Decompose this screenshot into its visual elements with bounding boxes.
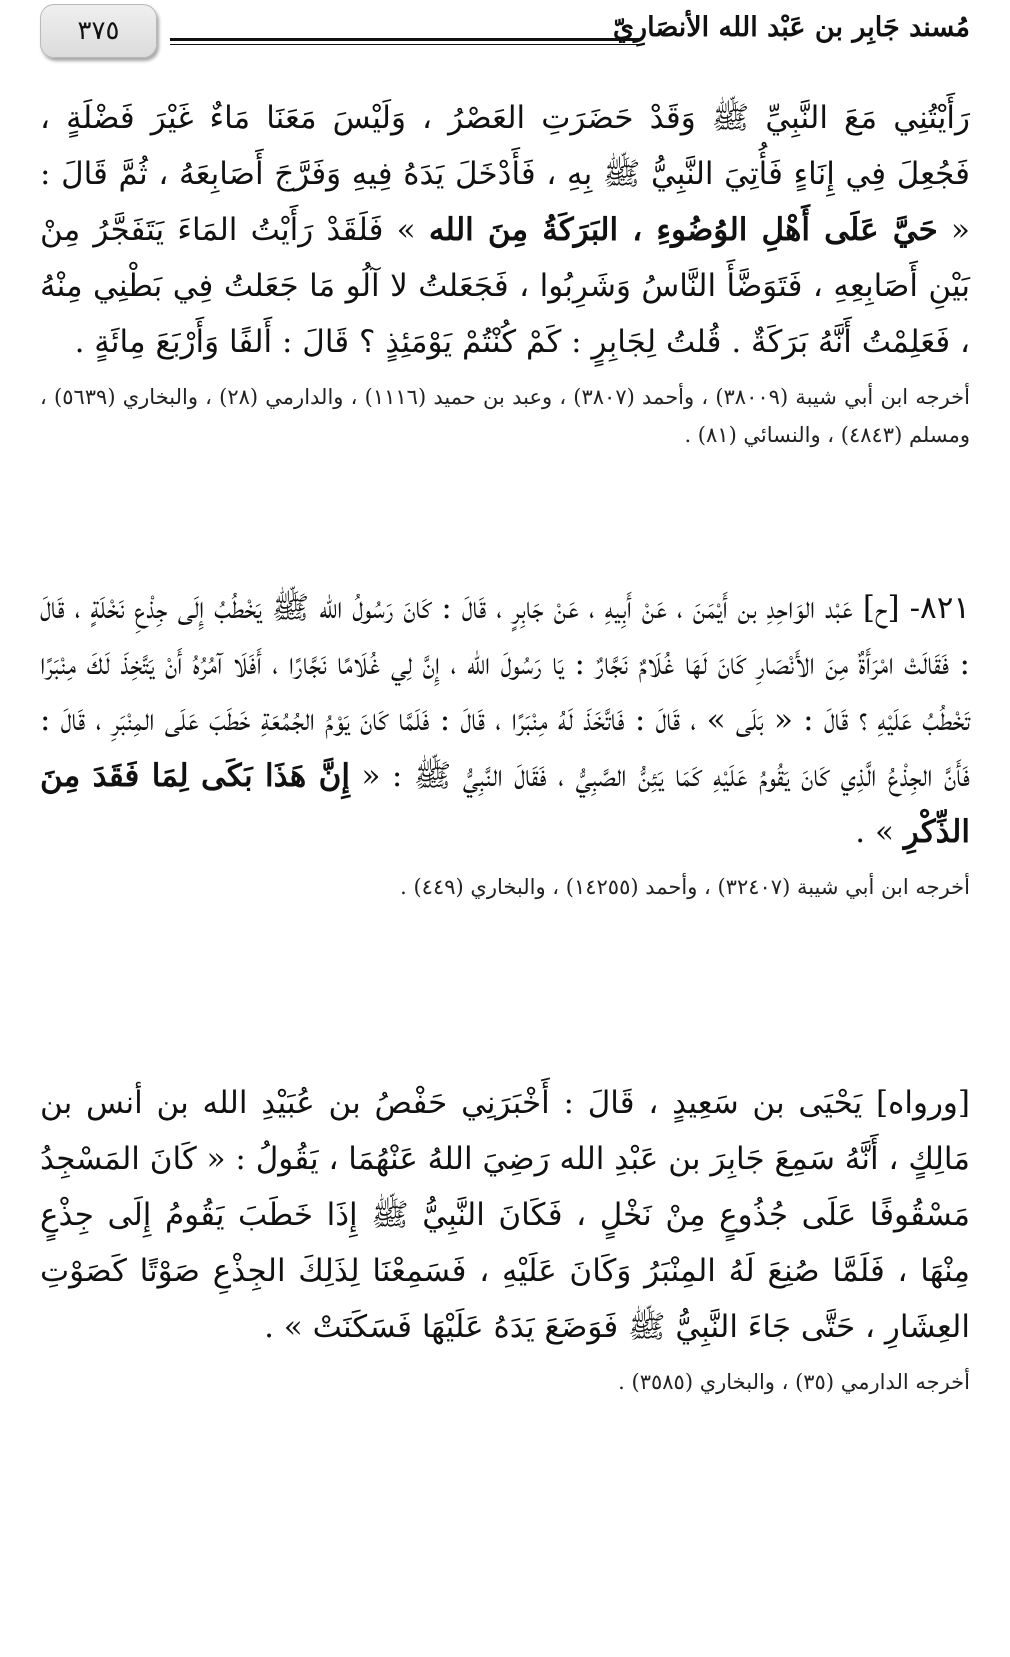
- hadith-text: [40, 580, 970, 860]
- hadith-text: [40, 1075, 970, 1355]
- hadith-text-part: [ورواه] يَحْيَى بن سَعِيدٍ ، قَالَ : أَخْبَرَنِي حَفْصُ بن عُبَيْدِ الله بن أنس بن مَالِكٍ ، أَنَّهُ سَمِعَ جَابِرَ بن عَبْدِ الله رَضِيَ اللهُ عَنْهُمَا ، يَقُولُ : « كَانَ المَسْجِدُ مَسْقُوفًا عَلَى جُذُوعٍ مِنْ نَخْلٍ ، فَكَانَ النَّبِيُّ ﷺ إِذَا خَطَبَ يَقُومُ إِلَى جِذْعٍ مِنْهَا ، فَلَمَّا صُنِعَ لَهُ المِنْبَرُ وَكَانَ عَلَيْهِ ، فَسَمِعْنَا لِذَلِكَ الجِذْعِ صَوْتًا كَصَوْتِ العِشَارِ ، حَتَّى جَاءَ النَّبِيُّ ﷺ فَوَضَعَ يَدَهُ عَلَيْهَا فَسَكَنَتْ » .: [40, 1085, 970, 1345]
- hadith-text-part: » .: [855, 814, 894, 850]
- takhrij-note: أخرجه ابن أبي شيبة (٣٨٠٠٩) ، وأحمد (٣٨٠٧) ، وعبد بن حميد (١١١٦) ، والدارمي (٢٨) ، والبخاري (٥٦٣٩) ، ومسلم (٤٨٤٣) ، والنسائي (٨١) .: [40, 385, 970, 447]
- prophet-quote: حَيَّ عَلَى أَهْلِ الوُضُوءِ ، البَرَكَةُ مِنَ الله: [428, 212, 938, 248]
- takhrij-note: أخرجه الدارمي (٣٥) ، والبخاري (٣٥٨٥) .: [618, 1370, 970, 1394]
- prophet-quote: إِنَّ هَذَا بَكَى لِمَا فَقَدَ مِنَ الذِّكْرِ: [40, 758, 970, 850]
- takhrij-note: أخرجه ابن أبي شيبة (٣٢٤٠٧) ، وأحمد (١٤٢٥٥) ، والبخاري (٤٤٩) .: [400, 875, 970, 899]
- hadith-block-3: [40, 1075, 970, 1401]
- header-rule: [170, 38, 640, 41]
- page-header: [40, 0, 970, 70]
- hadith-block-2: [40, 580, 970, 906]
- header-rule-thin: [170, 44, 640, 45]
- page-number: ٣٧٥: [77, 16, 120, 46]
- hadith-text-part: » فَلَقَدْ رَأَيْتُ المَاءَ يَتَفَجَّرُ مِنْ بَيْنِ أَصَابِعِهِ ، فَتَوَضَّأَ النَّاسُ وَشَرِبُوا ، فَجَعَلتُ لا آلُو مَا جَعَلتُ فِي بَطْنِي مِنْهُ ، فَعَلِمْتُ أَنَّهُ بَرَكَةٌ . قُلتُ لِجَابِرٍ : كَمْ كُنْتُمْ يَوْمَئِذٍ ؟ قَالَ : أَلفًا وَأَرْبَعَ مِائَةٍ .: [40, 212, 970, 360]
- hadith-text-part: ٨٢١- [ح] عَبْد الوَاحِدِ بن أَيْمَنَ ، عَنْ أَبِيهِ ، عَنْ جَابِرٍ ، قَالَ : كَانَ رَسُولُ الله ﷺ يَخْطُبُ إِلَى جِذْعِ نَخْلَةٍ ، قَالَ : فَقَالَتْ امْرَأَةٌ مِنَ الأَنْصَارِ كَانَ لَهَا غُلَامٌ نَجَّارٌ : يَا رَسُولَ الله ، إِنَّ لِي غُلَامًا نَجَّارًا ، أَفَلَا آمُرُهُ أَنْ يَتَّخِذَ لَكَ مِنْبَرًا تَخْطُبُ عَلَيْهِ ؟ قَالَ : « بَلَى » ، قَالَ : فَاتَّخَذَ لَهُ مِنْبَرًا ، قَالَ : فَلَمَّا كَانَ يَوْمُ الجُمُعَةِ خَطَبَ عَلَى المِنْبَرِ ، قَالَ : فَأَنَّ الجِذْعُ الَّذِي كَانَ يَقُومُ عَلَيْهِ كَمَا يَئِنُّ الصَّبِيُّ ، فَقَالَ النَّبِيُّ ﷺ : «: [40, 590, 970, 794]
- hadith-text-part: رَأَيْتُنِي مَعَ النَّبِيِّ ﷺ وَقَدْ حَضَرَتِ العَصْرُ ، وَلَيْسَ مَعَنَا مَاءٌ غَيْرَ فَضْلَةٍ ، فَجُعِلَ فِي إِنَاءٍ فَأُتِيَ النَّبِيُّ ﷺ بِهِ ، فَأَدْخَلَ يَدَهُ فِيهِ وَفَرَّجَ أَصَابِعَهُ ، ثُمَّ قَالَ : «: [40, 100, 970, 248]
- running-title: مُسند جَابِر بن عَبْد الله الأنصَارِيّ: [612, 12, 970, 43]
- page-number-tab: [40, 4, 157, 58]
- hadith-text: [40, 90, 970, 370]
- hadith-block-1: [40, 90, 970, 454]
